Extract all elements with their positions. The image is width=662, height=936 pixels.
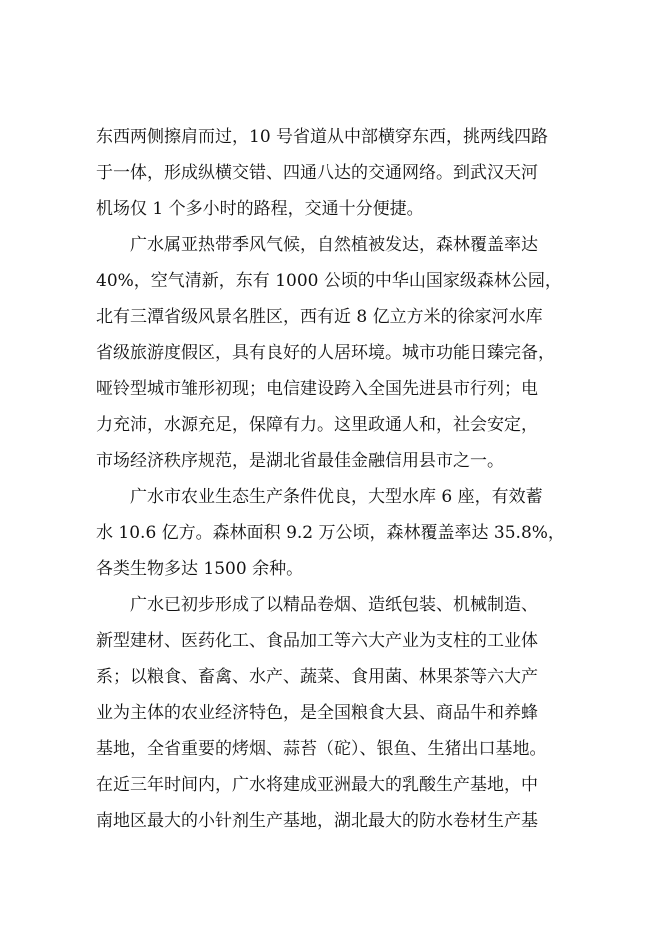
- paragraph-3-line-1: 广水市农业生态生产条件优良，大型水库 6 座，有效蓄: [130, 487, 543, 507]
- paragraph-2-line-2: 40%，空气清新，东有 1000 公顷的中华山国家级森林公园，: [96, 271, 562, 291]
- paragraph-2-line-1: 广水属亚热带季风气候，自然植被发达，森林覆盖率达: [130, 235, 538, 255]
- paragraph-2-line-7: 市场经济秩序规范，是湖北省最佳金融信用县市之一。: [96, 451, 504, 471]
- paragraph-1-line-2: 于一体，形成纵横交错、四通八达的交通网络。到武汉天河: [96, 163, 538, 183]
- paragraph-4-line-6: 在近三年时间内，广水将建成亚洲最大的乳酸生产基地，中: [96, 775, 538, 795]
- paragraph-4-line-7: 南地区最大的小针剂生产基地，湖北最大的防水卷材生产基: [96, 811, 538, 831]
- paragraph-4-line-4: 业为主体的农业经济特色，是全国粮食大县、商品牛和养蜂: [96, 703, 538, 723]
- paragraph-2-line-5: 哑铃型城市雏形初现；电信建设跨入全国先进县市行列；电: [96, 379, 538, 399]
- paragraph-4-line-2: 新型建材、医药化工、食品加工等六大产业为支柱的工业体: [96, 631, 538, 651]
- paragraph-4-line-1: 广水已初步形成了以精品卷烟、造纸包装、机械制造、: [130, 595, 538, 615]
- paragraph-2-line-4: 省级旅游度假区，具有良好的人居环境。城市功能日臻完备，: [96, 343, 555, 363]
- paragraph-2-line-3: 北有三潭省级风景名胜区，西有近 8 亿立方米的徐家河水库: [96, 307, 543, 327]
- paragraph-1-line-1: 东西两侧擦肩而过，10 号省道从中部横穿东西，挑两线四路: [96, 127, 549, 147]
- paragraph-3-line-2: 水 10.6 亿方。森林面积 9.2 万公顷，森林覆盖率达 35.8%，: [96, 523, 565, 543]
- paragraph-1-line-3: 机场仅 1 个多小时的路程，交通十分便捷。: [96, 199, 424, 219]
- paragraph-4-line-3: 系；以粮食、畜禽、水产、蔬菜、食用菌、林果茶等六大产: [96, 667, 538, 687]
- paragraph-2-line-6: 力充沛，水源充足，保障有力。这里政通人和，社会安定，: [96, 415, 538, 435]
- paragraph-4-line-5: 基地，全省重要的烤烟、蒜苔（砣）、银鱼、生猪出口基地。: [96, 739, 547, 759]
- paragraph-3-line-3: 各类生物多达 1500 余种。: [96, 559, 304, 579]
